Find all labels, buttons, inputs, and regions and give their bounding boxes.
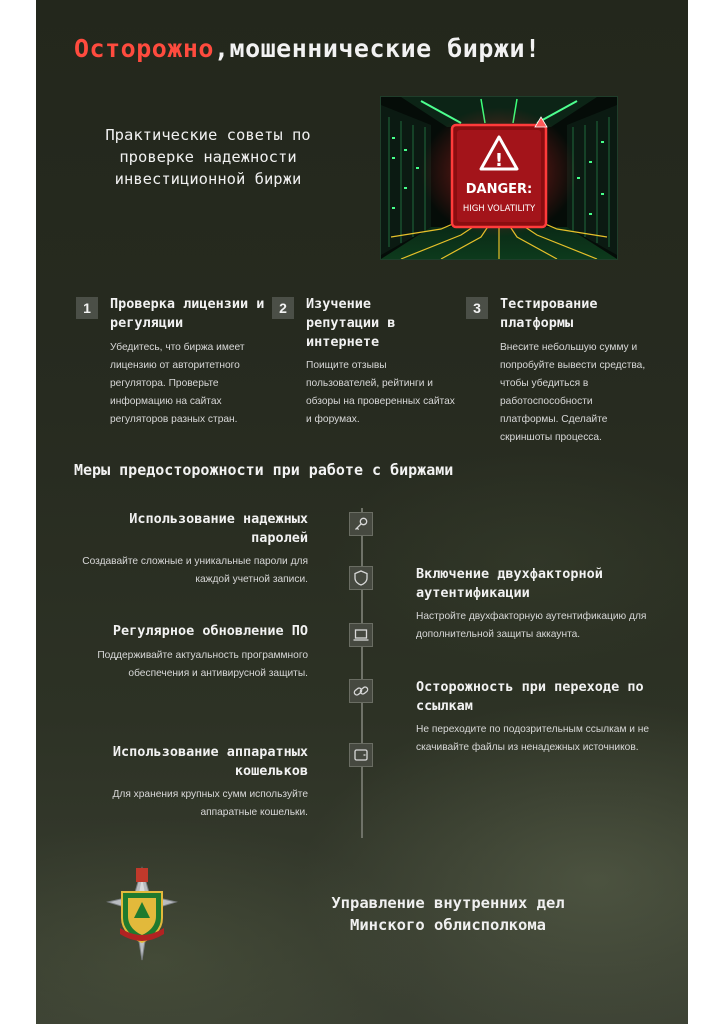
laptop-icon (349, 623, 373, 647)
shield-icon (349, 566, 373, 590)
danger-label: DANGER: (465, 182, 533, 197)
server-room-illustration (381, 97, 617, 259)
step-3-title: Тестирование платформы (500, 296, 598, 331)
step-3-text: Внесите небольшую сумму и попробуйте вывести средства, чтобы убедиться в работоспособности платформы. Сделайте скриншоты процесса. (500, 342, 646, 443)
precautions-heading: Меры предосторожности при работе с биржами (74, 461, 454, 479)
precaution-updates-text: Поддерживайте актуальность программного обеспечения и антивирусной защиты. (97, 650, 308, 679)
timeline-line (361, 508, 363, 838)
police-emblem (106, 866, 178, 962)
link-icon (349, 679, 373, 703)
precaution-updates-title: Регулярное обновление ПО (112, 623, 308, 639)
precaution-2fa-title: Включение двухфакторной аутентификации (416, 566, 603, 601)
step-3-number: 3 (466, 297, 488, 319)
page-title (74, 34, 541, 63)
precaution-passwords-text: Создавайте сложные и уникальные пароли для каждой учетной записи. (82, 556, 308, 585)
title-accent: Осторожно (74, 34, 214, 63)
precaution-2fa-text: Настройте двухфакторную аутентификацию для дополнительной защиты аккаунта. (416, 611, 647, 640)
step-2-text: Поищите отзывы пользователей, рейтинги и обзоры на проверенных сайтах и форумах. (306, 360, 455, 425)
warning-symbol: ! (494, 150, 504, 171)
step-2-title: Изучение репутации в интернете (306, 296, 396, 350)
step-1-number: 1 (76, 297, 98, 319)
footer-organization: Управление внутренних дел Минского облисполкома (331, 894, 565, 934)
precaution-wallets-title: Использование аппаратных кошельков (112, 744, 308, 779)
step-2-number: 2 (272, 297, 294, 319)
key-icon (349, 512, 373, 536)
precaution-wallets-text: Для хранения крупных сумм используйте аппаратные кошельки. (112, 789, 308, 818)
subtitle: Практические советы по проверке надежности инвестиционной биржи (105, 126, 311, 188)
step-1-title: Проверка лицензии и регуляции (110, 296, 265, 331)
poster (36, 0, 688, 1024)
wallet-icon (349, 743, 373, 767)
danger-illustration (380, 96, 618, 260)
precaution-passwords-title: Использование надежных паролей (129, 511, 308, 546)
step-1-text: Убедитесь, что биржа имеет лицензию от авторитетного регулятора. Проверьте информацию на сайтах регуляторов разных стран. (110, 342, 245, 425)
volatility-label: HIGH VOLATILITY (462, 204, 536, 214)
precaution-links-text: Не переходите по подозрительным ссылкам и не скачивайте файлы из ненадежных источников. (416, 724, 650, 753)
precaution-links-title: Осторожность при переходе по ссылкам (416, 679, 644, 714)
title-rest: ,мошеннические биржи! (213, 34, 541, 63)
